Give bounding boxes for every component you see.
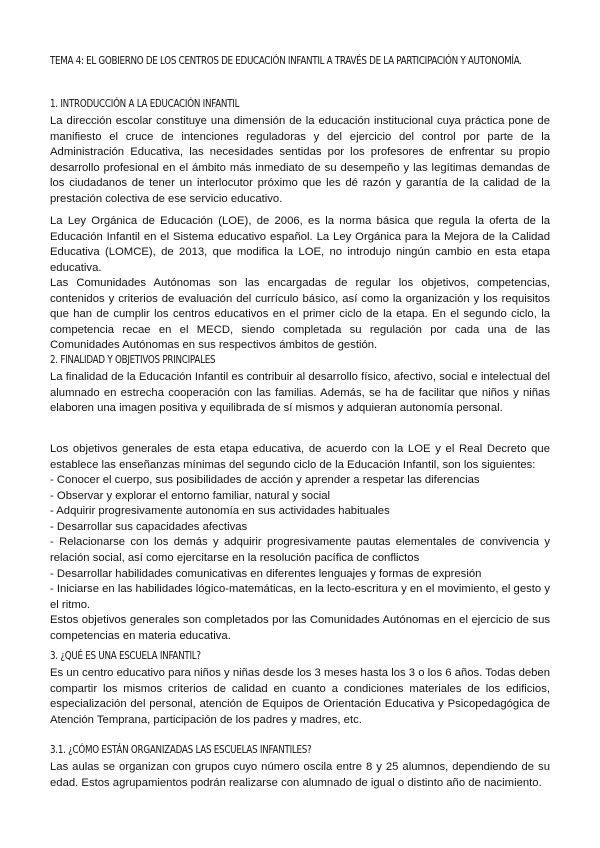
- section-heading-escuela-infantil: 3. ¿QUÉ ES UNA ESCUELA INFANTIL?: [50, 650, 201, 662]
- list-item: - Adquirir progresivamente autonomía en sus actividades habituales: [50, 505, 390, 518]
- section-heading-introduccion: 1. INTRODUCCIÓN A LA EDUCACIÓN INFANTIL: [50, 98, 240, 110]
- paragraph: La Ley Orgánica de Educación (LOE), de 2006, es la norma básica que regula la oferta de la Educación Infantil en el Sistema educativo español. La Ley Orgánica para la Mejora de la Calidad Educativa (LOMCE), de 2013, que modifica la LOE, no introdujo ningún cambio en esta etapa educativa.: [50, 215, 550, 274]
- list-item: - Desarrollar sus capacidades afectivas: [50, 520, 248, 533]
- closing-paragraph: Estos objetivos generales son completados por las Comunidades Autónomas en el ejercicio de sus competencias en materia educativa.: [50, 614, 550, 642]
- paragraph: Los objetivos generales de esta etapa educativa, de acuerdo con la LOE y el Real Decreto que establece las enseñanzas mínimas del segundo ciclo de la Educación Infantil, son los siguientes:: [50, 443, 550, 471]
- document-title: TEMA 4: EL GOBIERNO DE LOS CENTROS DE EDUCACIÓN INFANTIL A TRAVÉS DE LA PARTICIPACIÓN Y AUTONOMÍA.: [50, 56, 522, 67]
- paragraph: Las Comunidades Autónomas son las encargadas de regular los objetivos, competencias, contenidos y criterios de evaluación del currículo básico, así como la organización y los requisitos que han de cumplir los centros educativos en el primer ciclo de la etapa. En el segundo ciclo, la competencia recae en el MECD, siendo completada su regulación por cada una de las Comunidades Autónomas en sus respectivos ámbitos de gestión.: [50, 277, 550, 352]
- list-item: - Iniciarse en las habilidades lógico-matemáticas, en la lecto-escritura y en el movimiento, el gesto y el ritmo.: [50, 583, 550, 611]
- list-item: - Observar y explorar el entorno familiar, natural y social: [50, 489, 331, 502]
- objectives-list: [50, 473, 550, 645]
- section-heading-finalidad: 2. FINALIDAD Y OBJETIVOS PRINCIPALES: [50, 354, 216, 366]
- paragraph: La finalidad de la Educación Infantil es contribuir al desarrollo físico, afectivo, social e intelectual del alumnado en estrecha cooperación con las familias. Además, se ha de facilitar que niños y niñas elaboren una imagen positiva y equilibrada de sí mismos y adquieran autonomía personal.: [50, 371, 550, 415]
- list-item: - Relacionarse con los demás y adquirir progresivamente pautas elementales de convivencia y relación social, así como ejercitarse en la resolución pacífica de conflictos: [50, 536, 550, 564]
- list-item: - Conocer el cuerpo, sus posibilidades de acción y aprender a respetar las diferencias: [50, 474, 480, 486]
- list-item: - Desarrollar habilidades comunicativas en diferentes lenguajes y formas de expresión: [50, 567, 482, 580]
- paragraph: La dirección escolar constituye una dimensión de la educación institucional cuya práctica pone de manifiesto el cruce de intenciones reguladoras y del ejercicio del control por parte de la Administración Educativa, las necesidades sentidas por los profesores de enfrentar su propio desarrollo profesional en el ámbito más inmediato de su desempeño y las legítimas demandas de los ciudadanos de tener un interlocutor próximo que les dé razón y garantía de la calidad de la prestación colectiva de ese servicio educativo.: [50, 115, 550, 205]
- paragraph: Las aulas se organizan con grupos cuyo número oscila entre 8 y 25 alumnos, dependiendo de su edad. Estos agrupamientos podrán realizarse con alumnado de igual o distinto año de nacimiento.: [50, 761, 550, 789]
- section-heading-organizacion: 3.1. ¿CÓMO ESTÁN ORGANIZADAS LAS ESCUELAS INFANTILES?: [50, 744, 312, 756]
- paragraph: Es un centro educativo para niños y niñas desde los 3 meses hasta los 3 o los 6 años. Todas deben compartir los mismos criterios de calidad en cuanto a condiciones materiales de los edificios, especialización del personal, atención de Equipos de Orientación Educativa y Psicopedagógica de Atención Temprana, participación de los padres y madres, etc.: [50, 667, 550, 726]
